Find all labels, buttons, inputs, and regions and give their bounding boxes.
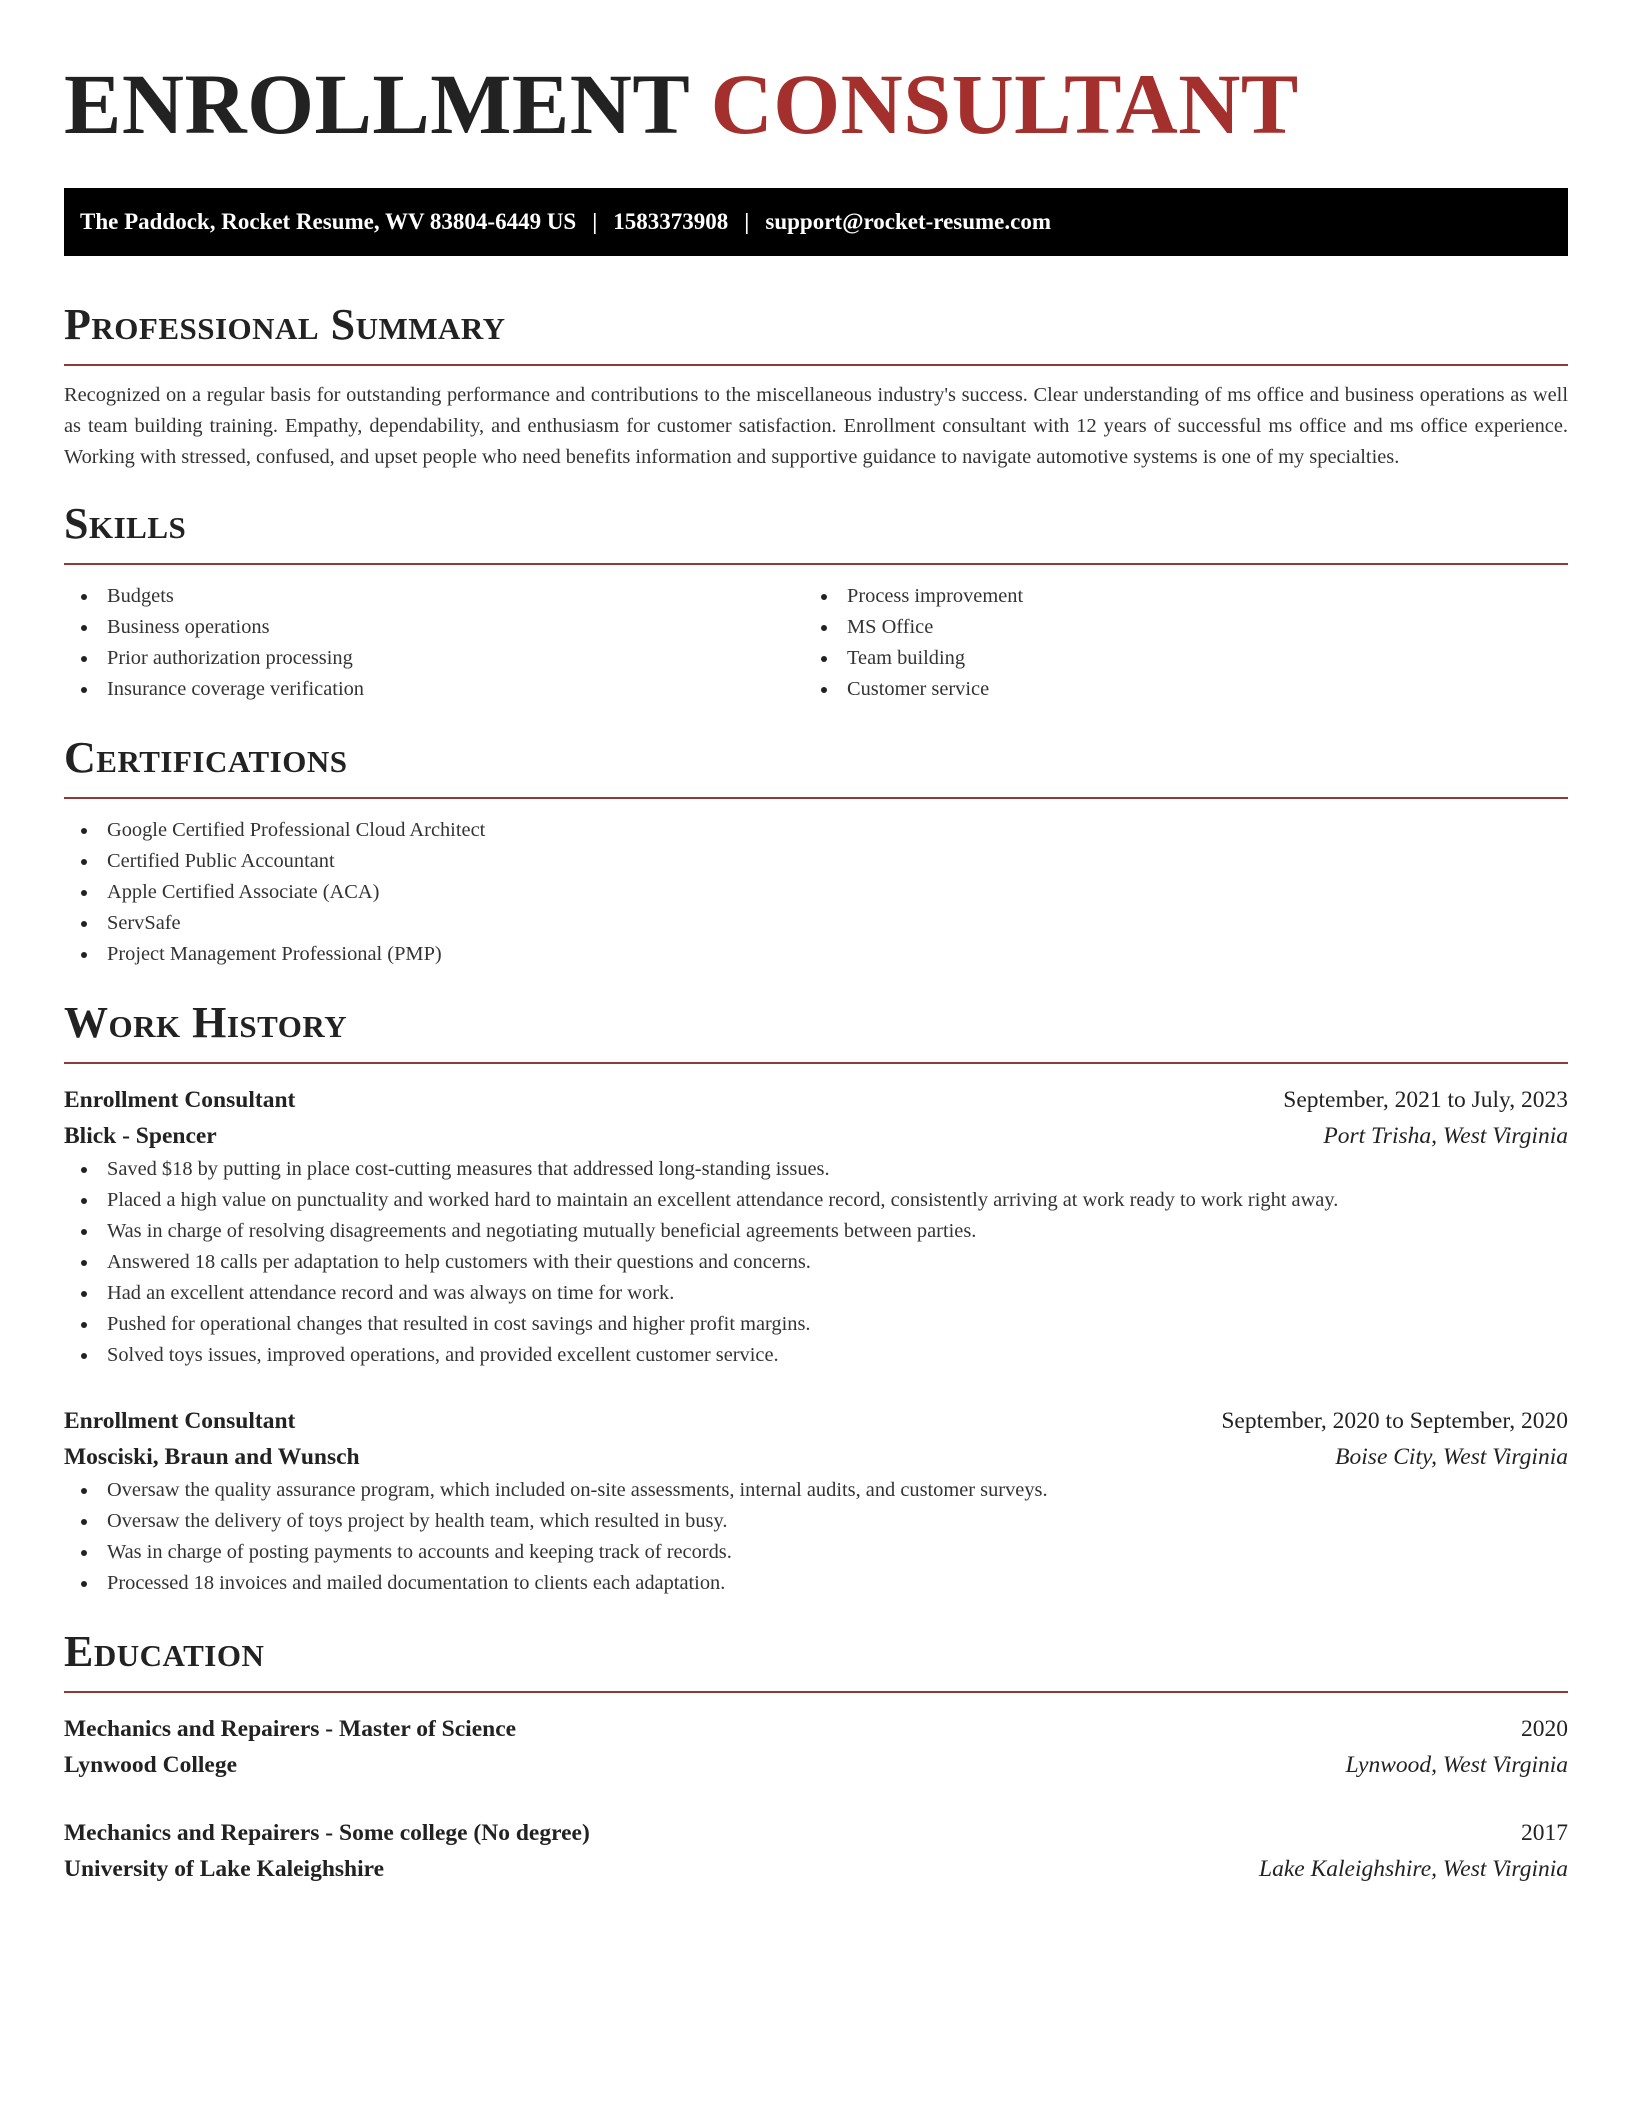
skills-list-left bbox=[64, 581, 804, 705]
job-duty: Pushed for operational changes that resulted in cost savings and higher profit margins. bbox=[64, 1309, 1568, 1340]
education-year: 2020 bbox=[1521, 1716, 1568, 1742]
job-duty: Saved $18 by putting in place cost-cutting measures that addressed long-standing issues. bbox=[64, 1154, 1568, 1185]
job-duties-list bbox=[64, 1475, 1568, 1599]
certification-item: Google Certified Professional Cloud Architect bbox=[64, 815, 1568, 846]
education-school-row bbox=[64, 1851, 1568, 1887]
education-degree-row bbox=[64, 1711, 1568, 1747]
summary-heading: Professional Summary bbox=[64, 300, 506, 349]
summary-section bbox=[64, 300, 1568, 473]
education-school: Lynwood College bbox=[64, 1752, 238, 1778]
job-duty: Solved toys issues, improved operations, and provided excellent customer service. bbox=[64, 1340, 1568, 1371]
contact-separator: | bbox=[592, 209, 598, 234]
job-dates: September, 2020 to September, 2020 bbox=[1221, 1408, 1568, 1434]
skills-column-left bbox=[64, 581, 804, 705]
job-duty: Oversaw the delivery of toys project by health team, which resulted in busy. bbox=[64, 1506, 1568, 1537]
education-location: Lynwood, West Virginia bbox=[1345, 1752, 1568, 1778]
education-entry bbox=[64, 1815, 1568, 1887]
work-history-heading: Work History bbox=[64, 998, 348, 1047]
skill-item: Prior authorization processing bbox=[64, 643, 804, 674]
job-company-row bbox=[64, 1118, 1568, 1154]
section-divider bbox=[64, 797, 1568, 799]
section-divider bbox=[64, 563, 1568, 565]
job-entry bbox=[64, 1082, 1568, 1371]
job-duty: Was in charge of posting payments to accounts and keeping track of records. bbox=[64, 1537, 1568, 1568]
job-header-row bbox=[64, 1082, 1568, 1118]
certifications-section bbox=[64, 733, 1568, 970]
certifications-list bbox=[64, 815, 1568, 970]
job-duties-list bbox=[64, 1154, 1568, 1371]
skill-item: Team building bbox=[804, 643, 1544, 674]
job-duty: Was in charge of resolving disagreements and negotiating mutually beneficial agreements between parties. bbox=[64, 1216, 1568, 1247]
education-degree: Mechanics and Repairers - Some college (No degree) bbox=[64, 1820, 590, 1846]
education-entry bbox=[64, 1711, 1568, 1783]
job-company-row bbox=[64, 1439, 1568, 1475]
job-company: Mosciski, Braun and Wunsch bbox=[64, 1444, 360, 1470]
education-school: University of Lake Kaleighshire bbox=[64, 1856, 385, 1882]
education-heading: Education bbox=[64, 1627, 265, 1676]
skill-item: Process improvement bbox=[804, 581, 1544, 612]
contact-bar bbox=[64, 188, 1568, 256]
contact-email: support@rocket-resume.com bbox=[765, 209, 1052, 234]
certification-item: ServSafe bbox=[64, 908, 1568, 939]
page-title bbox=[64, 54, 1568, 154]
certification-item: Certified Public Accountant bbox=[64, 846, 1568, 877]
skills-section bbox=[64, 499, 1568, 705]
title-first-word: ENROLLMENT bbox=[64, 56, 689, 152]
section-divider bbox=[64, 1062, 1568, 1064]
contact-phone: 1583373908 bbox=[613, 209, 729, 234]
job-duty: Placed a high value on punctuality and worked hard to maintain an excellent attendance record, consistently arriving at work ready to work right away. bbox=[64, 1185, 1568, 1216]
job-duty: Answered 18 calls per adaptation to help customers with their questions and concerns. bbox=[64, 1247, 1568, 1278]
contact-address: The Paddock, Rocket Resume, WV 83804-6449 US bbox=[80, 209, 577, 234]
certifications-heading: Certifications bbox=[64, 733, 348, 782]
job-dates: September, 2021 to July, 2023 bbox=[1283, 1087, 1568, 1113]
section-divider bbox=[64, 364, 1568, 366]
education-section bbox=[64, 1627, 1568, 1887]
skills-heading: Skills bbox=[64, 499, 187, 548]
skill-item: Customer service bbox=[804, 674, 1544, 705]
job-title: Enrollment Consultant bbox=[64, 1408, 296, 1434]
section-divider bbox=[64, 1691, 1568, 1693]
title-second-word: CONSULTANT bbox=[710, 56, 1299, 152]
skill-item: Budgets bbox=[64, 581, 804, 612]
job-duty: Oversaw the quality assurance program, which included on-site assessments, internal audits, and customer surveys. bbox=[64, 1475, 1568, 1506]
education-school-row bbox=[64, 1747, 1568, 1783]
education-location: Lake Kaleighshire, West Virginia bbox=[1259, 1856, 1568, 1882]
summary-text: Recognized on a regular basis for outstanding performance and contributions to the miscellaneous industry's success. Clear understanding of ms office and business operations as well as team building training. Empathy, dependability, and enthusiasm for customer satisfaction. Enrollment consultant with 12 years of successful ms office and ms office experience. Working with stressed, confused, and upset people who need benefits information and supportive guidance to navigate automotive systems is one of my specialties. bbox=[64, 384, 1568, 468]
contact-separator: | bbox=[744, 209, 750, 234]
certification-item: Apple Certified Associate (ACA) bbox=[64, 877, 1568, 908]
skill-item: Insurance coverage verification bbox=[64, 674, 804, 705]
education-degree: Mechanics and Repairers - Master of Science bbox=[64, 1716, 517, 1742]
job-entry bbox=[64, 1403, 1568, 1599]
job-location: Boise City, West Virginia bbox=[1335, 1444, 1568, 1470]
skill-item: MS Office bbox=[804, 612, 1544, 643]
job-header-row bbox=[64, 1403, 1568, 1439]
job-location: Port Trisha, West Virginia bbox=[1323, 1123, 1568, 1149]
skills-grid bbox=[64, 581, 1568, 705]
education-degree-row bbox=[64, 1815, 1568, 1851]
job-duty: Processed 18 invoices and mailed documentation to clients each adaptation. bbox=[64, 1568, 1568, 1599]
job-company: Blick - Spencer bbox=[64, 1123, 217, 1149]
skills-list-right bbox=[804, 581, 1544, 705]
certification-item: Project Management Professional (PMP) bbox=[64, 939, 1568, 970]
education-year: 2017 bbox=[1521, 1820, 1568, 1846]
job-duty: Had an excellent attendance record and was always on time for work. bbox=[64, 1278, 1568, 1309]
skills-column-right bbox=[804, 581, 1544, 705]
job-title: Enrollment Consultant bbox=[64, 1087, 296, 1113]
work-history-section bbox=[64, 998, 1568, 1599]
skill-item: Business operations bbox=[64, 612, 804, 643]
